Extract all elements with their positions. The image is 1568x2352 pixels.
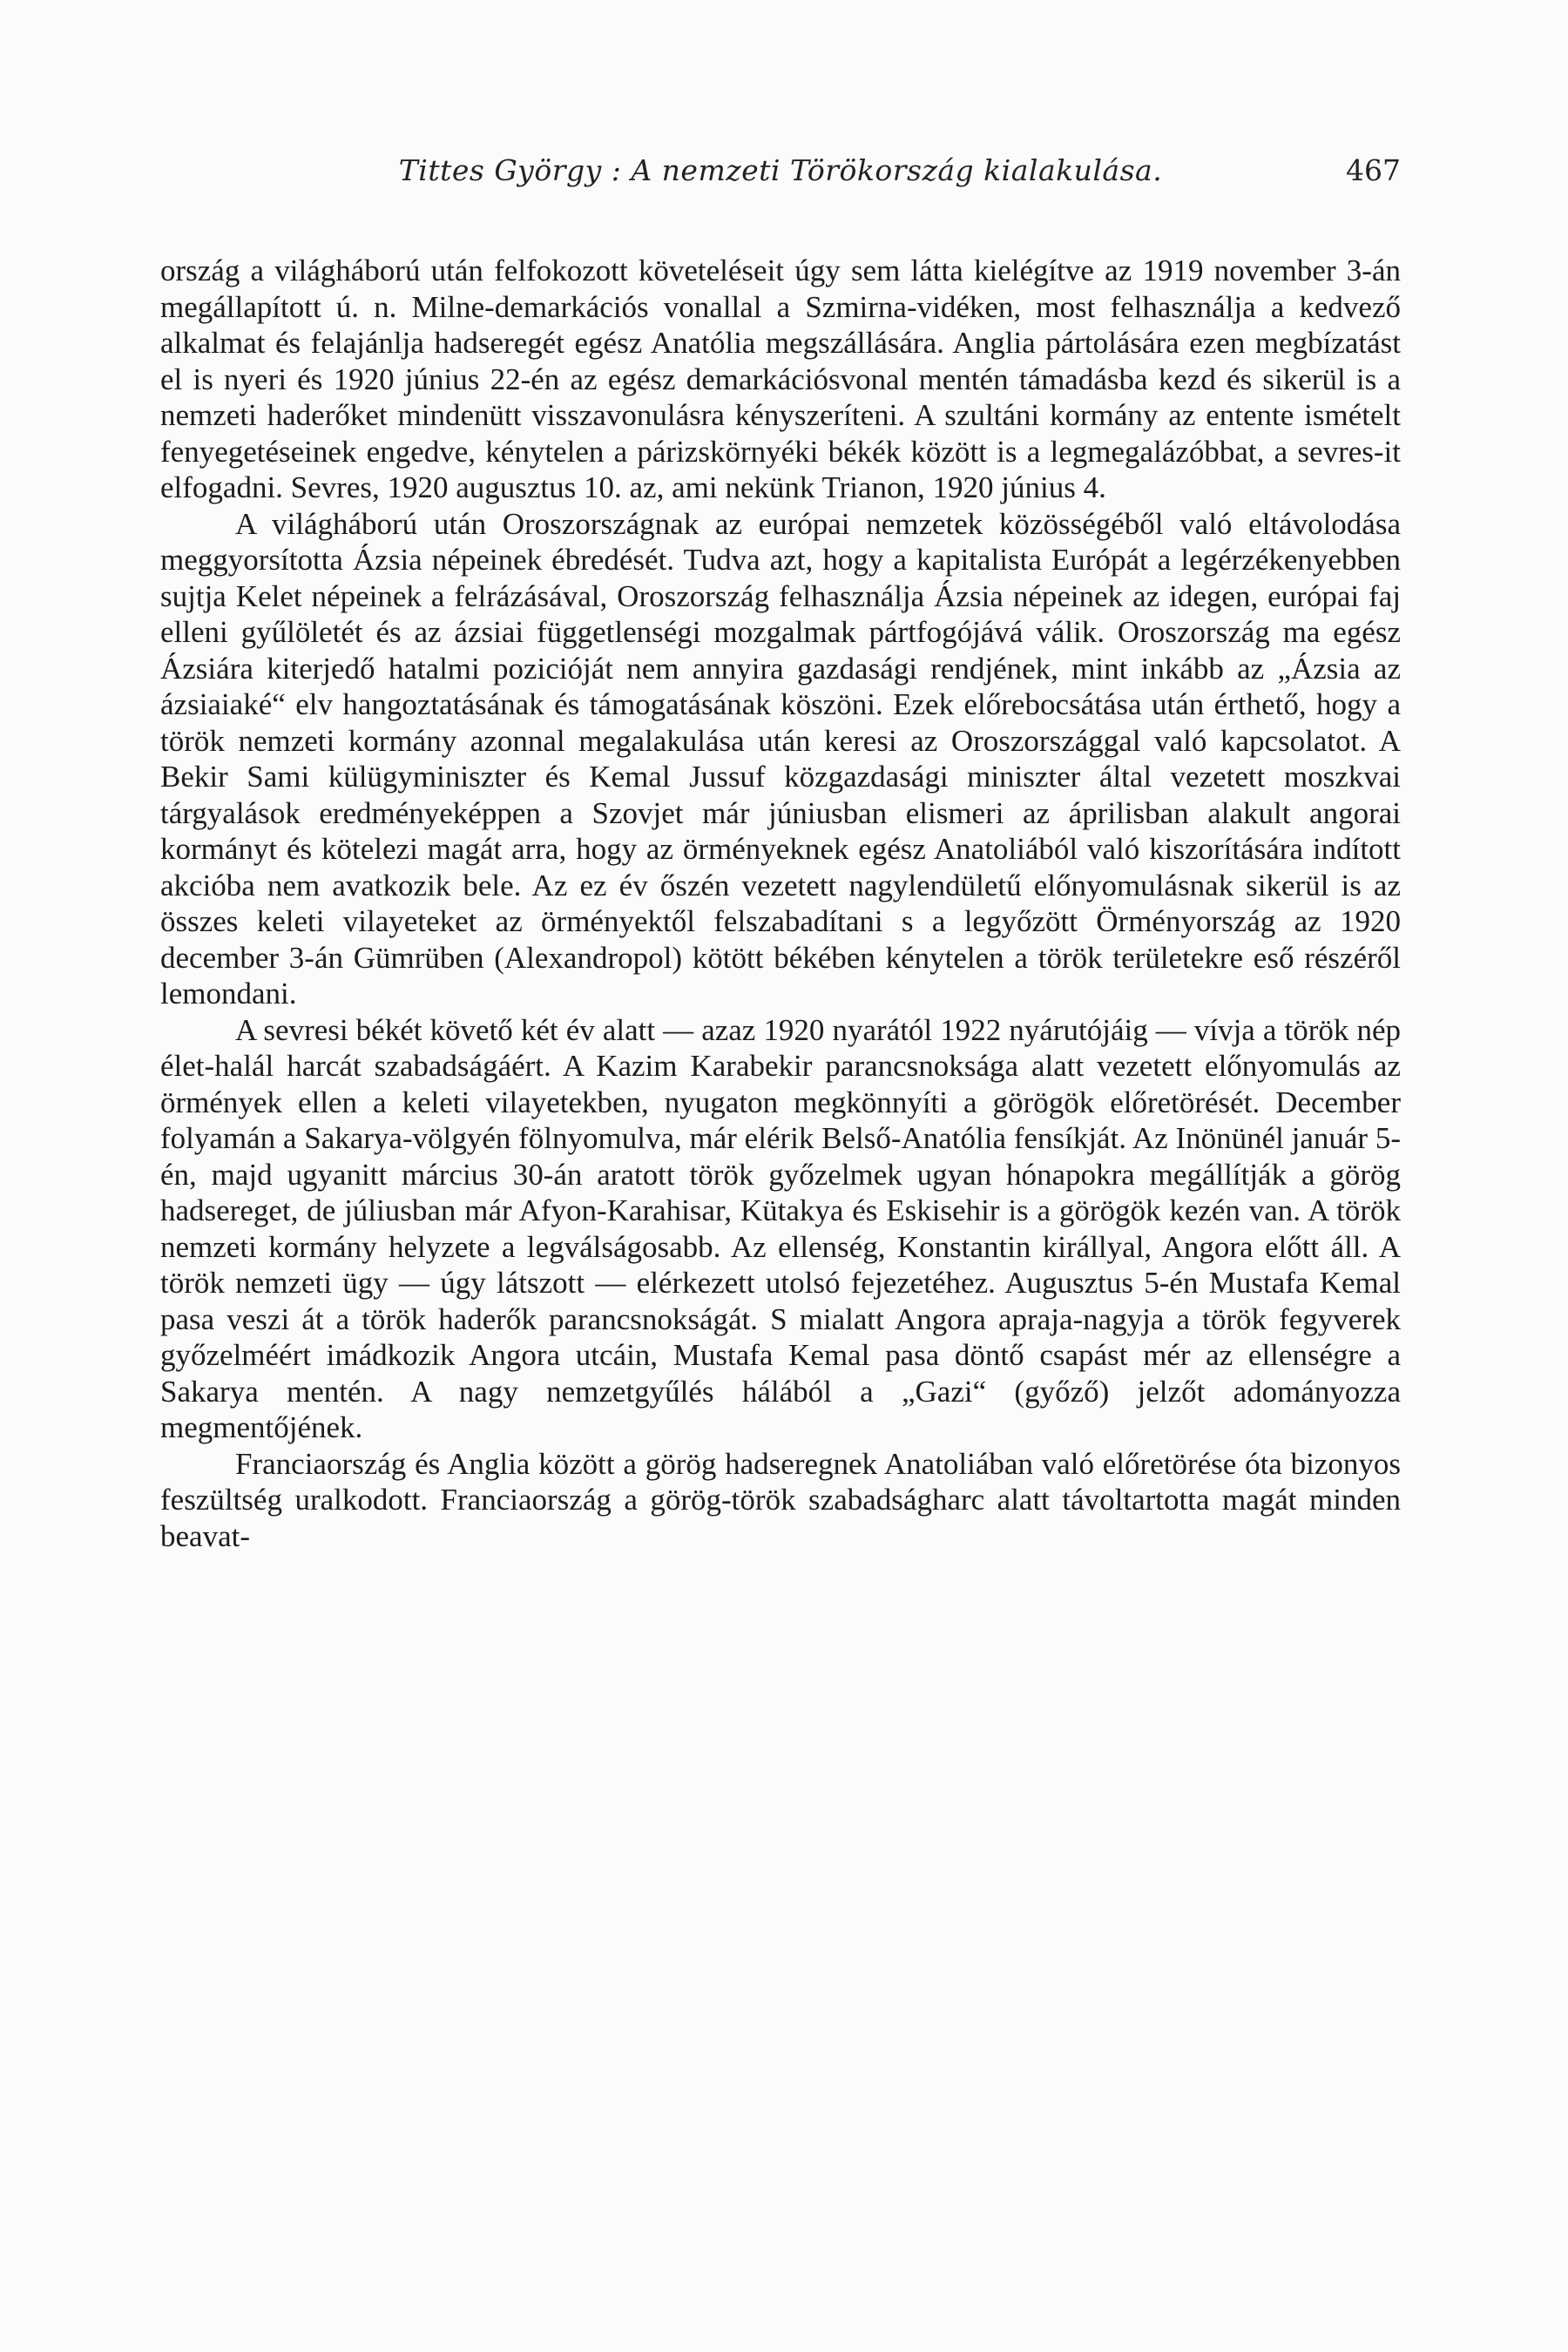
paragraph: A sevresi békét követő két év alatt — azaz 1920 nyarától 1922 nyárutójáig — vívja a török nép élet-halál harcát szabadságáért. A Kazim Karabekir parancsnoksága alatt vezetett előnyomulás az örmények ellen a keleti vilayetekben, nyugaton megkönnyíti a görögök előretörését. December folyamán a Sakarya-völgyén fölnyomulva, már elérik Belső-Anatólia fensíkját. Az Inönünél január 5-én, majd ugyanitt március 30-án aratott török győzelmek ugyan hónapokra megállítják a görög hadsereget, de júliusban már Afyon-Karahisar, Kütakya és Eskisehir is a görögök kezén van. A török nemzeti kormány helyzete a legválságosabb. Az ellenség, Konstantin királlyal, Angora előtt áll. A török nemzeti ügy — úgy látszott — elérkezett utolsó fejezetéhez. Augusztus 5-én Mustafa Kemal pasa veszi át a török haderők parancsnokságát. S mialatt Angora apraja-nagyja a török fegyverek győzelméért imádkozik Angora utcáin, Mustafa Kemal pasa döntő csapást mér az ellenségre a Sakarya mentén. A nagy nemzetgyűlés hálából a „Gazi“ (győző) jelzőt adományozza megmentőjének. (160, 1012, 1401, 1444)
running-title: Tittes György : A nemzeti Törökország kialakulása. (398, 153, 1163, 187)
paragraph: Franciaország és Anglia között a görög hadseregnek Anatoliában való előretörése óta bizonyos feszültség uralkodott. Franciaország a görög-török szabadságharc alatt távoltartotta magát minden beavat- (160, 1446, 1401, 1553)
running-header (160, 153, 1401, 197)
paragraph: ország a világháború után felfokozott követeléseit úgy sem látta kielégítve az 1919 november 3-án megállapított ú. n. Milne-demarkációs vonallal a Szmirna-vidéken, most felhasználja a kedvező alkalmat és felajánlja hadseregét egész Anatólia megszállására. Anglia pártolására ezen megbízatást el is nyeri és 1920 június 22-én az egész demarkációsvonal mentén támadásba kezd és sikerül is a nemzeti haderőket mindenütt visszavonulásra kényszeríteni. A szultáni kormány az entente ismételt fenyegetéseinek engedve, kénytelen a párizskörnyéki békék között is a legmegalázóbbat, a sevres-it elfogadni. Sevres, 1920 augusztus 10. az, ami nekünk Trianon, 1920 június 4. (160, 253, 1401, 504)
page-number: 467 (1346, 153, 1401, 187)
body-text (160, 253, 1401, 1554)
paragraph: A világháború után Oroszországnak az európai nemzetek közösségéből való eltávolodása meggyorsította Ázsia népeinek ébredését. Tudva azt, hogy a kapitalista Európát a legérzékenyebben sujtja Kelet népeinek a felrázásával, Oroszország felhasználja Ázsia népeinek az idegen, európai faj elleni gyűlöletét és az ázsiai függetlenségi mozgalmak pártfogójává válik. Oroszország ma egész Ázsiára kiterjedő hatalmi pozicióját nem annyira gazdasági rendjének, mint inkább az „Ázsia az ázsiaiaké“ elv hangoztatásának és támogatásának köszöni. Ezek előrebocsátása után érthető, hogy a török nemzeti kormány azonnal megalakulása után keresi az Oroszországgal való kapcsolatot. A Bekir Sami külügyminiszter és Kemal Jussuf közgazdasági miniszter által vezetett moszkvai tárgyalások eredményeképpen a Szovjet már júniusban elismeri az áprilisban alakult angorai kormányt és kötelezi magát arra, hogy az örményeknek egész Anatoliából való kiszorítására indított akcióba nem avatkozik bele. Az ez év őszén vezetett nagylendületű előnyomulásnak sikerül is az összes keleti vilayeteket az örményektől felszabadítani s a legyőzött Örményország az 1920 december 3-án Gümrüben (Alexandropol) kötött békében kénytelen a török területekre eső részéről lemondani. (160, 506, 1401, 1010)
